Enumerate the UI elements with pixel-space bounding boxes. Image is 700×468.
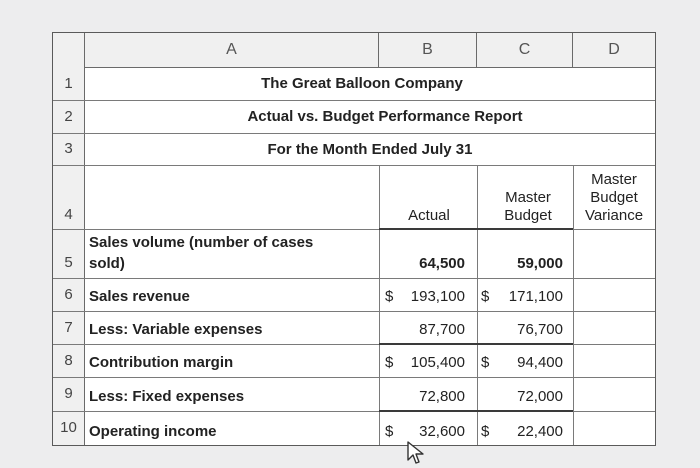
label-sales-volume-line2: sold) xyxy=(89,255,125,272)
actual-sales-revenue[interactable]: 193,100 xyxy=(410,288,465,305)
title-company: The Great Balloon Company xyxy=(261,75,463,92)
column-header-a[interactable]: A xyxy=(85,33,379,67)
gridline xyxy=(53,377,655,378)
column-header-row xyxy=(53,33,655,68)
budget-sales-revenue[interactable]: 171,100 xyxy=(508,288,563,305)
budget-contribution-margin[interactable]: 94,400 xyxy=(517,354,563,371)
actual-operating-income[interactable]: 32,600 xyxy=(419,423,465,440)
spreadsheet xyxy=(52,32,656,446)
variance-cell-sales-volume[interactable] xyxy=(574,230,654,277)
header-variance-line1: Master xyxy=(591,171,637,188)
actual-sales-volume[interactable]: 64,500 xyxy=(419,255,465,272)
variance-cell-sales-revenue[interactable] xyxy=(574,279,654,310)
label-operating-income: Operating income xyxy=(89,423,217,440)
column-header-b[interactable]: B xyxy=(379,33,477,67)
budget-operating-income[interactable]: 22,400 xyxy=(517,423,563,440)
actual-variable-expenses[interactable]: 87,700 xyxy=(419,321,465,338)
row-header-4[interactable]: 4 xyxy=(53,165,85,229)
variance-cell-fixed-expenses[interactable] xyxy=(574,378,654,410)
row-header-6[interactable]: 6 xyxy=(53,278,85,311)
header-underline xyxy=(379,228,573,230)
budget-revenue-currency: $ xyxy=(481,288,490,305)
title-period: For the Month Ended July 31 xyxy=(267,141,473,158)
title-report: Actual vs. Budget Performance Report xyxy=(247,108,523,125)
header-variance-line3: Variance xyxy=(584,207,644,224)
header-master-budget-line2: Budget xyxy=(504,207,552,224)
gridline xyxy=(53,278,655,279)
budget-sales-volume[interactable]: 59,000 xyxy=(517,255,563,272)
gridline xyxy=(53,165,655,166)
select-all-corner[interactable] xyxy=(53,33,85,67)
label-sales-revenue: Sales revenue xyxy=(89,288,190,305)
budget-oi-currency: $ xyxy=(481,423,490,440)
row-header-3[interactable]: 3 xyxy=(53,133,85,165)
row-header-5[interactable]: 5 xyxy=(53,229,85,278)
actual-contribution-margin[interactable]: 105,400 xyxy=(410,354,465,371)
row-header-9[interactable]: 9 xyxy=(53,377,85,411)
row-header-2[interactable]: 2 xyxy=(53,100,85,133)
actual-revenue-currency: $ xyxy=(385,288,394,305)
row-header-1[interactable]: 1 xyxy=(53,67,85,100)
label-contribution-margin: Contribution margin xyxy=(89,354,234,371)
column-header-d[interactable]: D xyxy=(608,41,620,58)
row-header-7[interactable]: 7 xyxy=(53,311,85,344)
label-fixed-expenses: Less: Fixed expenses xyxy=(89,388,245,405)
header-actual: Actual xyxy=(408,207,450,224)
gridline xyxy=(53,311,655,312)
variance-cell-variable-expenses[interactable] xyxy=(574,312,654,343)
subtotal-line xyxy=(379,343,573,345)
header-variance-line2: Budget xyxy=(590,189,638,206)
gridline xyxy=(53,133,655,134)
row-header-8[interactable]: 8 xyxy=(53,344,85,377)
variance-cell-operating-income[interactable] xyxy=(574,412,654,444)
variance-cell-contribution-margin[interactable] xyxy=(574,345,654,376)
header-master-budget-line1: Master xyxy=(505,189,551,206)
budget-fixed-expenses[interactable]: 72,000 xyxy=(517,388,563,405)
actual-oi-currency: $ xyxy=(385,423,394,440)
actual-fixed-expenses[interactable]: 72,800 xyxy=(419,388,465,405)
column-header-c[interactable]: C xyxy=(477,33,573,67)
budget-cm-currency: $ xyxy=(481,354,490,371)
label-sales-volume-line1: Sales volume (number of cases xyxy=(89,234,314,251)
mouse-pointer-icon xyxy=(405,440,431,466)
total-line xyxy=(379,410,573,412)
label-variable-expenses: Less: Variable expenses xyxy=(89,321,263,338)
budget-variable-expenses[interactable]: 76,700 xyxy=(517,321,563,338)
row-header-10[interactable]: 10 xyxy=(53,411,85,445)
gridline xyxy=(53,100,655,101)
actual-cm-currency: $ xyxy=(385,354,394,371)
